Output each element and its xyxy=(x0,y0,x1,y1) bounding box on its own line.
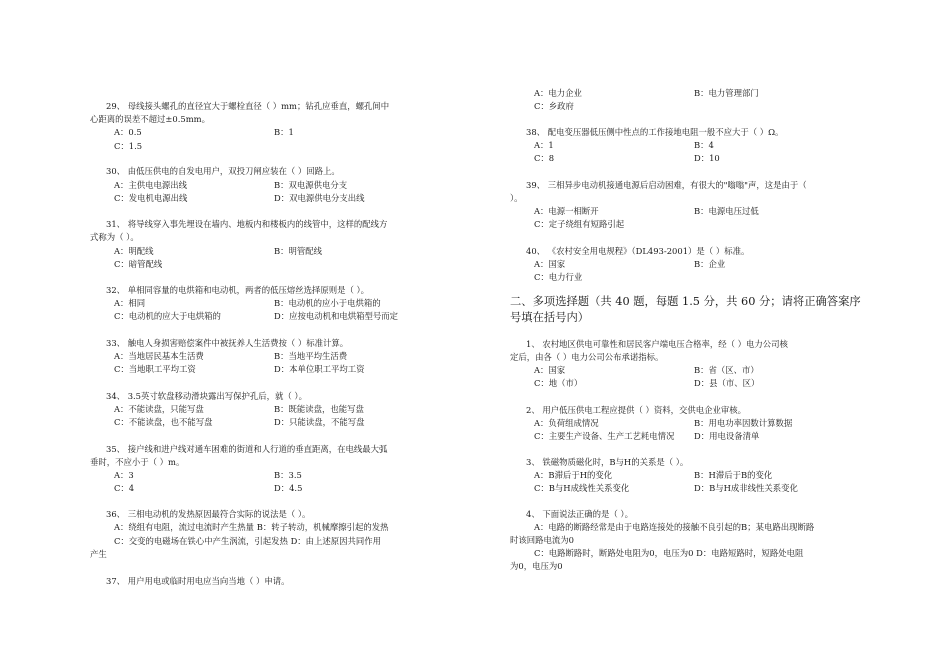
question-32-option-a: A：相同 xyxy=(114,298,146,308)
question-29-option-a: A：0.5 xyxy=(114,127,142,137)
multi-question-2-text: 2、 用户低压供电工程应提供（ ）资料，交供电企业审核。 xyxy=(526,405,747,415)
question-34-option-c: C：不能读盘，也不能写盘 xyxy=(114,417,213,427)
question-32-text: 32、 单相同容量的电烘箱和电动机，两者的低压熔丝选择原则是（ ）。 xyxy=(106,285,370,295)
question-38-option-b: B：4 xyxy=(694,140,714,150)
question-37-option-b: B：电力管理部门 xyxy=(694,88,759,98)
question-38-option-d: D：10 xyxy=(694,153,720,163)
multi-question-3-option-c: C：B与H成线性关系变化 xyxy=(534,483,630,493)
multi-question-1-text: 1、 农村地区供电可靠性和居民客户端电压合格率，经（ ）电力公司核 xyxy=(526,339,788,349)
multi-question-1-option-d: D：县（市、区） xyxy=(694,378,760,388)
question-38-text: 38、 配电变压器低压侧中性点的工作接地电阻一般不应大于（ ）Ω。 xyxy=(526,127,784,137)
question-36-text: 36、 三相电动机的发热原因最符合实际的说法是（ ）。 xyxy=(106,509,311,519)
multi-question-4-options-cd: C：电路断路时，断路处电阻为0，电压为0 D：电路短路时，短路处电阻 xyxy=(534,548,804,558)
question-30-option-a: A：主供电电源出线 xyxy=(114,180,188,190)
multi-question-2-option-a: A：负荷组成情况 xyxy=(534,418,599,428)
question-30-option-b: B：双电源供电分支 xyxy=(274,180,348,190)
multi-question-1-option-a: A：国家 xyxy=(534,365,566,375)
question-29-text: 29、 母线接头螺孔的直径宜大于螺栓直径（ ）mm；钻孔应垂直，螺孔间中 xyxy=(106,101,390,111)
multi-question-4-options-cd-cont: 为0，电压为0 xyxy=(510,561,563,571)
question-32-option-b: B：电动机的应小于电烘箱的 xyxy=(274,298,381,308)
question-36-options-cont: 产生 xyxy=(90,549,107,559)
question-35-text: 35、 接户线和进户线对通车困难的街道和人行道的垂直距离，在电线最大弧 xyxy=(106,444,388,454)
multi-question-2-option-c: C：主要生产设备、生产工艺耗电情况 xyxy=(534,431,675,441)
question-33-text: 33、 触电人身损害赔偿案件中被抚养人生活费按（ ）标准计算。 xyxy=(106,338,349,348)
question-30-option-d: D：双电源供电分支出线 xyxy=(274,193,365,203)
question-38-option-c: C：8 xyxy=(534,153,555,163)
question-33-option-a: A：当地居民基本生活费 xyxy=(114,351,204,361)
multi-question-3-option-b: B：H滞后于B的变化 xyxy=(694,470,773,480)
multi-question-1-text-cont: 定后，由各（ ）电力公司公布承诺指标。 xyxy=(510,352,664,362)
right-column xyxy=(510,0,930,671)
question-35-option-b: B：3.5 xyxy=(274,470,302,480)
multi-question-3-text: 3、 铁磁物质磁化时，B与H的关系是（ ）。 xyxy=(526,457,689,467)
question-34-option-b: B：既能读盘，也能写盘 xyxy=(274,404,364,414)
question-39-option-a: A：电源一相断开 xyxy=(534,206,599,216)
question-35-option-a: A：3 xyxy=(114,470,134,480)
question-39-option-c: C：定子绕组有短路引起 xyxy=(534,219,625,229)
section-heading-cont: 号填在括号内） xyxy=(510,311,590,324)
multi-question-2-option-d: D：用电设备清单 xyxy=(694,431,760,441)
question-34-text: 34、 3.5英寸软盘移动滑块露出写保护孔后，就（ ）。 xyxy=(106,391,307,401)
question-35-option-c: C：4 xyxy=(114,483,135,493)
question-31-option-b: B：明管配线 xyxy=(274,246,323,256)
left-column xyxy=(90,0,510,671)
question-33-option-d: D：本单位职工平均工资 xyxy=(274,364,365,374)
question-29-text-cont: 心距离的误差不超过±0.5mm。 xyxy=(90,114,210,124)
question-38-option-a: A：1 xyxy=(534,140,554,150)
question-39-option-b: B：电源电压过低 xyxy=(694,206,759,216)
multi-question-4-text: 4、 下面说法正确的是（ ）。 xyxy=(526,509,633,519)
multi-question-2-option-b: B：用电功率因数计算数据 xyxy=(694,418,793,428)
question-32-option-c: C：电动机的应大于电烘箱的 xyxy=(114,311,221,321)
question-30-text: 30、 由低压供电的自发电用户，双投刀闸应装在（ ）回路上。 xyxy=(106,166,340,176)
question-31-option-c: C：暗管配线 xyxy=(114,259,163,269)
question-31-text: 31、 将导线穿入事先埋设在墙内、地板内和楼板内的线管中，这样的配线方 xyxy=(106,219,388,229)
question-40-option-a: A：国家 xyxy=(534,259,566,269)
question-37-text: 37、 用户用电或临时用电应当向当地（ ）申请。 xyxy=(106,576,290,586)
multi-question-3-option-a: A：B滞后于H的变化 xyxy=(534,470,613,480)
question-37-option-c: C：乡政府 xyxy=(534,101,574,111)
question-30-option-c: C：发电机电源出线 xyxy=(114,193,188,203)
multi-question-1-option-b: B：省（区、市） xyxy=(694,365,759,375)
question-29-option-b: B：1 xyxy=(274,127,294,137)
multi-question-4-options-ab: A：电路的断路经常是由于电路连接处的接触不良引起的B；某电路出现断路 xyxy=(534,522,815,532)
question-34-option-d: D：只能读盘，不能写盘 xyxy=(274,417,365,427)
question-32-option-d: D：应按电动机和电烘箱型号而定 xyxy=(274,311,398,321)
question-36-options-cd: C：交变的电磁场在铁心中产生涡流，引起发热 D：由上述原因共同作用 xyxy=(114,536,382,546)
question-31-text-cont: 式称为（ ）。 xyxy=(90,232,139,242)
question-39-text-cont: ）。 xyxy=(510,193,523,203)
question-33-option-b: B：当地平均生活费 xyxy=(274,351,348,361)
question-35-text-cont: 垂时，不应小于（ ）m。 xyxy=(90,457,185,467)
multi-question-4-options-ab-cont: 时该回路电流为0 xyxy=(510,535,574,545)
question-31-option-a: A：明配线 xyxy=(114,246,154,256)
question-37-option-a: A：电力企业 xyxy=(534,88,582,98)
multi-question-1-option-c: C：地（市） xyxy=(534,378,583,388)
question-40-option-b: B：企业 xyxy=(694,259,726,269)
question-39-text: 39、 三相异步电动机接通电源后启动困难，有很大的"嗡嗡"声，这是由于（ xyxy=(526,180,807,190)
section-heading: 二、多项选择题（共 40 题，每题 1.5 分，共 60 分；请将正确答案序 xyxy=(510,295,861,308)
question-35-option-d: D：4.5 xyxy=(274,483,303,493)
question-40-text: 40、 《农村安全用电规程》（DL493-2001）是（ ）标准。 xyxy=(526,246,750,256)
question-36-options-ab: A：绕组有电阻，流过电流时产生热量 B：转子转动，机械摩擦引起的发热 xyxy=(114,522,389,532)
question-33-option-c: C：当地职工平均工资 xyxy=(114,364,196,374)
multi-question-3-option-d: D：B与H成非线性关系变化 xyxy=(694,483,798,493)
question-40-option-c: C：电力行业 xyxy=(534,272,583,282)
question-34-option-a: A：不能读盘，只能写盘 xyxy=(114,404,204,414)
question-29-option-c: C：1.5 xyxy=(114,141,143,151)
